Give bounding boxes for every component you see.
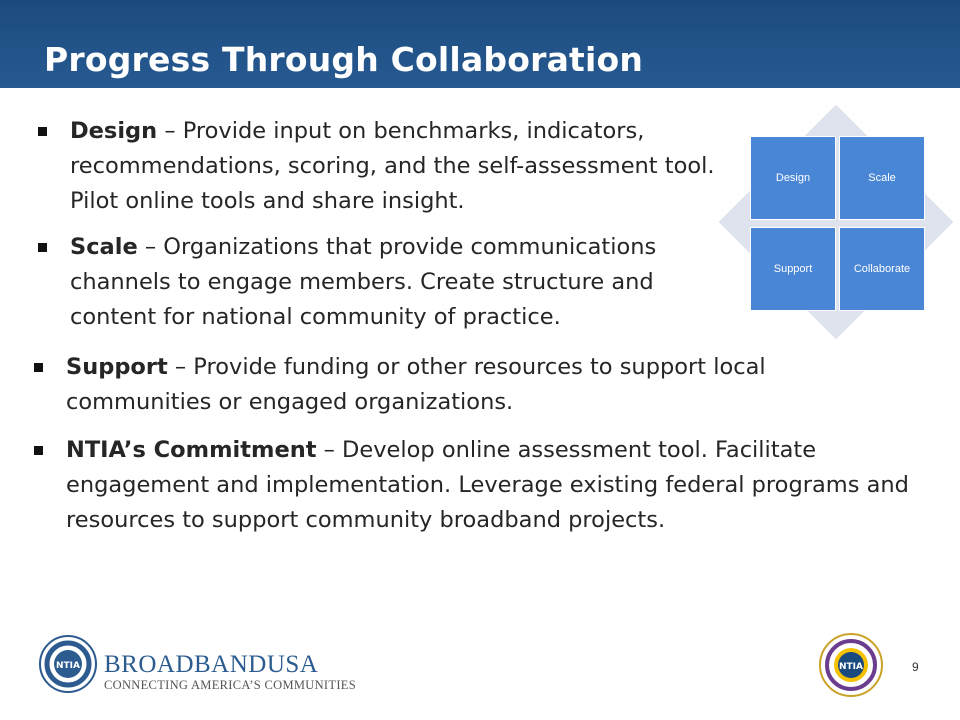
bullet-commitment: [66, 433, 946, 538]
page-number: 9: [912, 660, 919, 674]
title-bar: [0, 0, 960, 88]
bullet-term: Design: [70, 118, 158, 144]
bullet-text: – Provide funding or other resources to support local communities or engaged organizations.: [66, 354, 766, 415]
svg-text:NTIA: NTIA: [56, 661, 80, 671]
bullet-text: – Provide input on benchmarks, indicators, recommendations, scoring, and the self-assessment tool. Pilot online tools and share insight.: [70, 118, 715, 214]
bullet-support: [66, 350, 896, 420]
bullet-text: – Develop online assessment tool. Facilitate engagement and implementation. Leverage existing federal programs and resources to support community broadband projects.: [66, 437, 909, 533]
bullet-design: [70, 114, 720, 219]
bullet-square-icon: [34, 363, 43, 372]
svg-text:NTIA: NTIA: [839, 662, 863, 672]
matrix-cell-collaborate: Collaborate: [839, 227, 925, 311]
slide-title: Progress Through Collaboration: [44, 40, 644, 79]
bullet-square-icon: [34, 446, 43, 455]
broadbandusa-logo: [104, 652, 356, 692]
bullet-term: NTIA’s Commitment: [66, 437, 317, 463]
bullet-square-icon: [38, 243, 47, 252]
matrix-cell-design: Design: [750, 136, 836, 220]
matrix-cell-support: Support: [750, 227, 836, 311]
bullet-scale: [70, 230, 720, 335]
ntia-seal-color-logo: [818, 632, 884, 698]
brand-tagline: CONNECTING AMERICA’S COMMUNITIES: [104, 678, 356, 692]
ntia-seal-logo: [38, 634, 98, 694]
bullet-square-icon: [38, 127, 47, 136]
collaboration-matrix: [722, 112, 952, 334]
bullet-term: Scale: [70, 234, 138, 260]
bullet-term: Support: [66, 354, 168, 380]
matrix-cell-scale: Scale: [839, 136, 925, 220]
bullet-text: – Organizations that provide communications channels to engage members. Create structure and content for national community of practice.: [70, 234, 657, 330]
brand-name: BROADBANDUSA: [104, 651, 319, 678]
